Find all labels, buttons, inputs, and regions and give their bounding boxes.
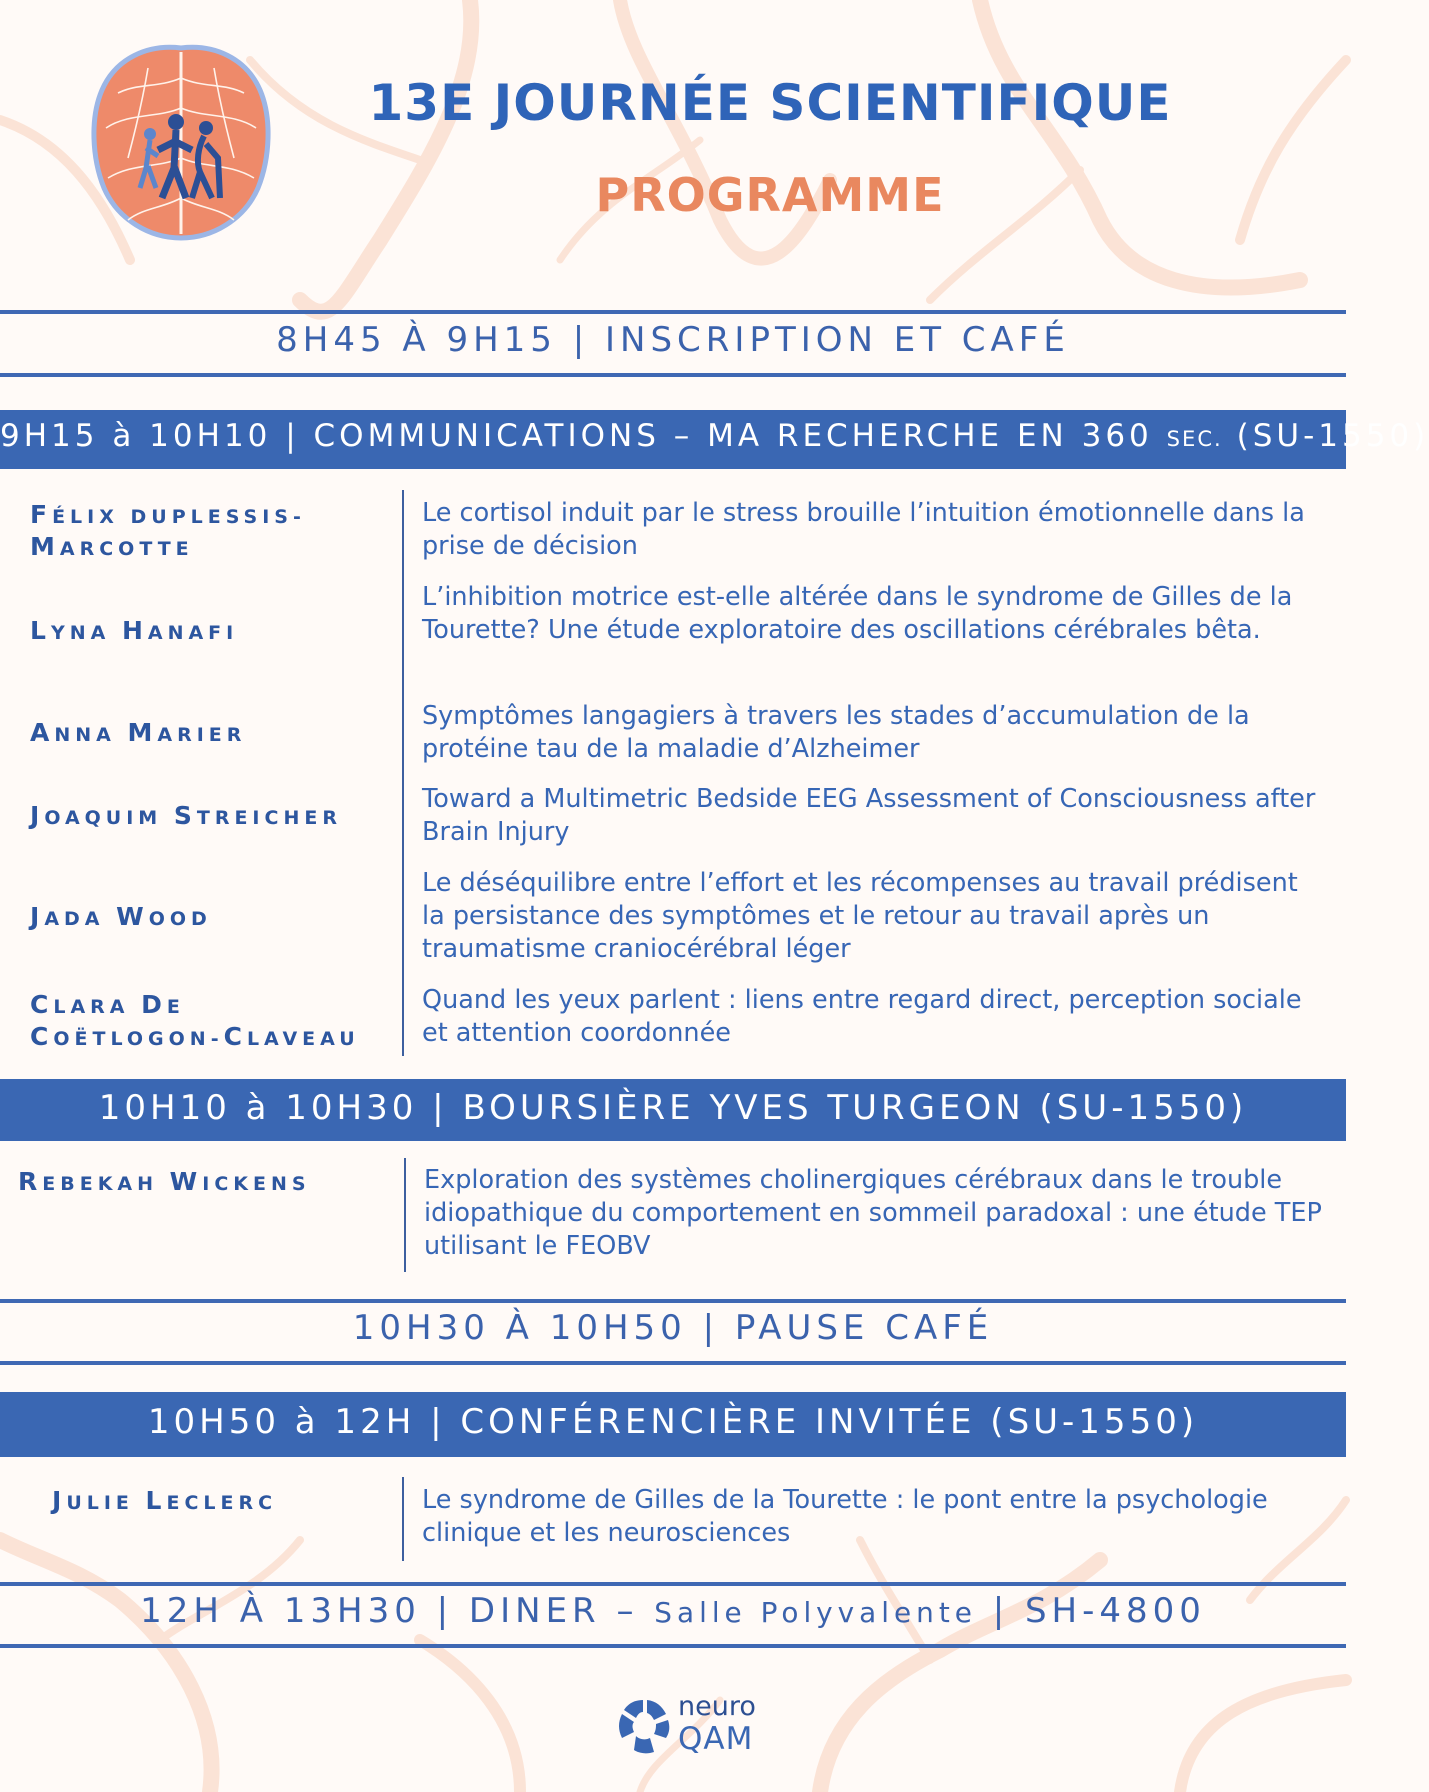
vertical-divider — [404, 1158, 406, 1272]
talk-title: Le déséquilibre entre l’effort et les récompenses au travail prédisent la persistance des symptômes et le retour au travail après un traumatisme craniocérébral léger — [422, 868, 1298, 964]
speaker-name: REBEKAH WICKENS — [18, 1167, 311, 1196]
talk-title: Quand les yeux parlent : liens entre regard direct, perception sociale et attention coordonnée — [422, 985, 1302, 1048]
diner-heading — [0, 1591, 1346, 1631]
pause-heading: 10H30 À 10H50 | PAUSE CAFÉ — [352, 1308, 994, 1348]
divider-rule — [0, 310, 1346, 314]
inscription-heading: 8H45 À 9H15 | INSCRIPTION ET CAFÉ — [276, 320, 1070, 360]
diner-heading-suffix: | SH-4800 — [976, 1591, 1206, 1631]
speaker-name: LYNA HANAFI — [30, 616, 239, 645]
talk-title: Exploration des systèmes cholinergiques cérébraux dans le trouble idiopathique du comportement en sommeil paradoxal : une étude TEP utilisant le FEOBV — [424, 1165, 1322, 1261]
divider-rule — [0, 1582, 1346, 1586]
brain-logo-icon — [88, 38, 274, 248]
neuroqam-logo-line1: neuro — [678, 1691, 756, 1722]
speaker-name-line2: MARCOTTE — [30, 532, 194, 561]
divider-rule — [0, 1644, 1346, 1648]
invitee-heading: 10H50 à 12H | CONFÉRENCIÈRE INVITÉE (SU-1550) — [147, 1402, 1199, 1442]
divider-rule — [0, 1361, 1346, 1365]
communications-heading-suffix: (SU-1550) — [1222, 418, 1429, 454]
communications-heading-sec: SEC. — [1166, 426, 1223, 451]
talk-title: Symptômes langagiers à travers les stades d’accumulation de la protéine tau de la maladie d’Alzheimer — [422, 701, 1250, 764]
page-title: 13E JOURNÉE SCIENTIFIQUE — [368, 74, 1172, 132]
neuroqam-logo — [610, 1688, 770, 1768]
divider-rule — [0, 373, 1346, 377]
vertical-divider — [402, 1477, 404, 1561]
speaker-name — [30, 990, 360, 1054]
speaker-name: JADA WOOD — [30, 902, 212, 931]
speaker-name: ANNA MARIER — [30, 718, 247, 747]
communications-heading-prefix: 9H15 à 10H10 | COMMUNICATIONS – MA RECHERCHE EN 360 — [0, 418, 1167, 454]
talk-title: Le cortisol induit par le stress brouille l’intuition émotionnelle dans la prise de décision — [422, 498, 1305, 561]
speaker-name-line1: CLARA DE — [30, 990, 185, 1019]
talk-title: L’inhibition motrice est-elle altérée dans le syndrome de Gilles de la Tourette? Une étude exploratoire des oscillations cérébrales bêta. — [422, 582, 1293, 645]
communications-heading — [0, 418, 1429, 454]
page-subtitle: PROGRAMME — [595, 168, 945, 222]
speaker-name — [30, 500, 306, 564]
talk-title: Toward a Multimetric Bedside EEG Assessment of Consciousness after Brain Injury — [422, 784, 1316, 847]
speaker-name-line2: COËTLOGON-CLAVEAU — [30, 1022, 360, 1051]
diner-heading-salle: Salle Polyvalente — [654, 1596, 977, 1629]
talk-title: Le syndrome de Gilles de la Tourette : le pont entre la psychologie clinique et les neurosciences — [422, 1485, 1268, 1548]
speaker-name: JOAQUIM STREICHER — [30, 801, 342, 830]
neuroqam-logo-line2: QAM — [678, 1721, 754, 1757]
bourse-heading: 10H10 à 10H30 | BOURSIÈRE YVES TURGEON (SU-1550) — [98, 1088, 1248, 1128]
neuroqam-brain-icon — [614, 1694, 672, 1756]
speaker-name-line1: FÉLIX DUPLESSIS- — [30, 500, 306, 529]
vertical-divider — [402, 490, 404, 1056]
speaker-name: JULIE LECLERC — [52, 1486, 278, 1515]
diner-heading-prefix: 12H À 13H30 | DINER – — [140, 1591, 655, 1631]
divider-rule — [0, 1299, 1346, 1303]
